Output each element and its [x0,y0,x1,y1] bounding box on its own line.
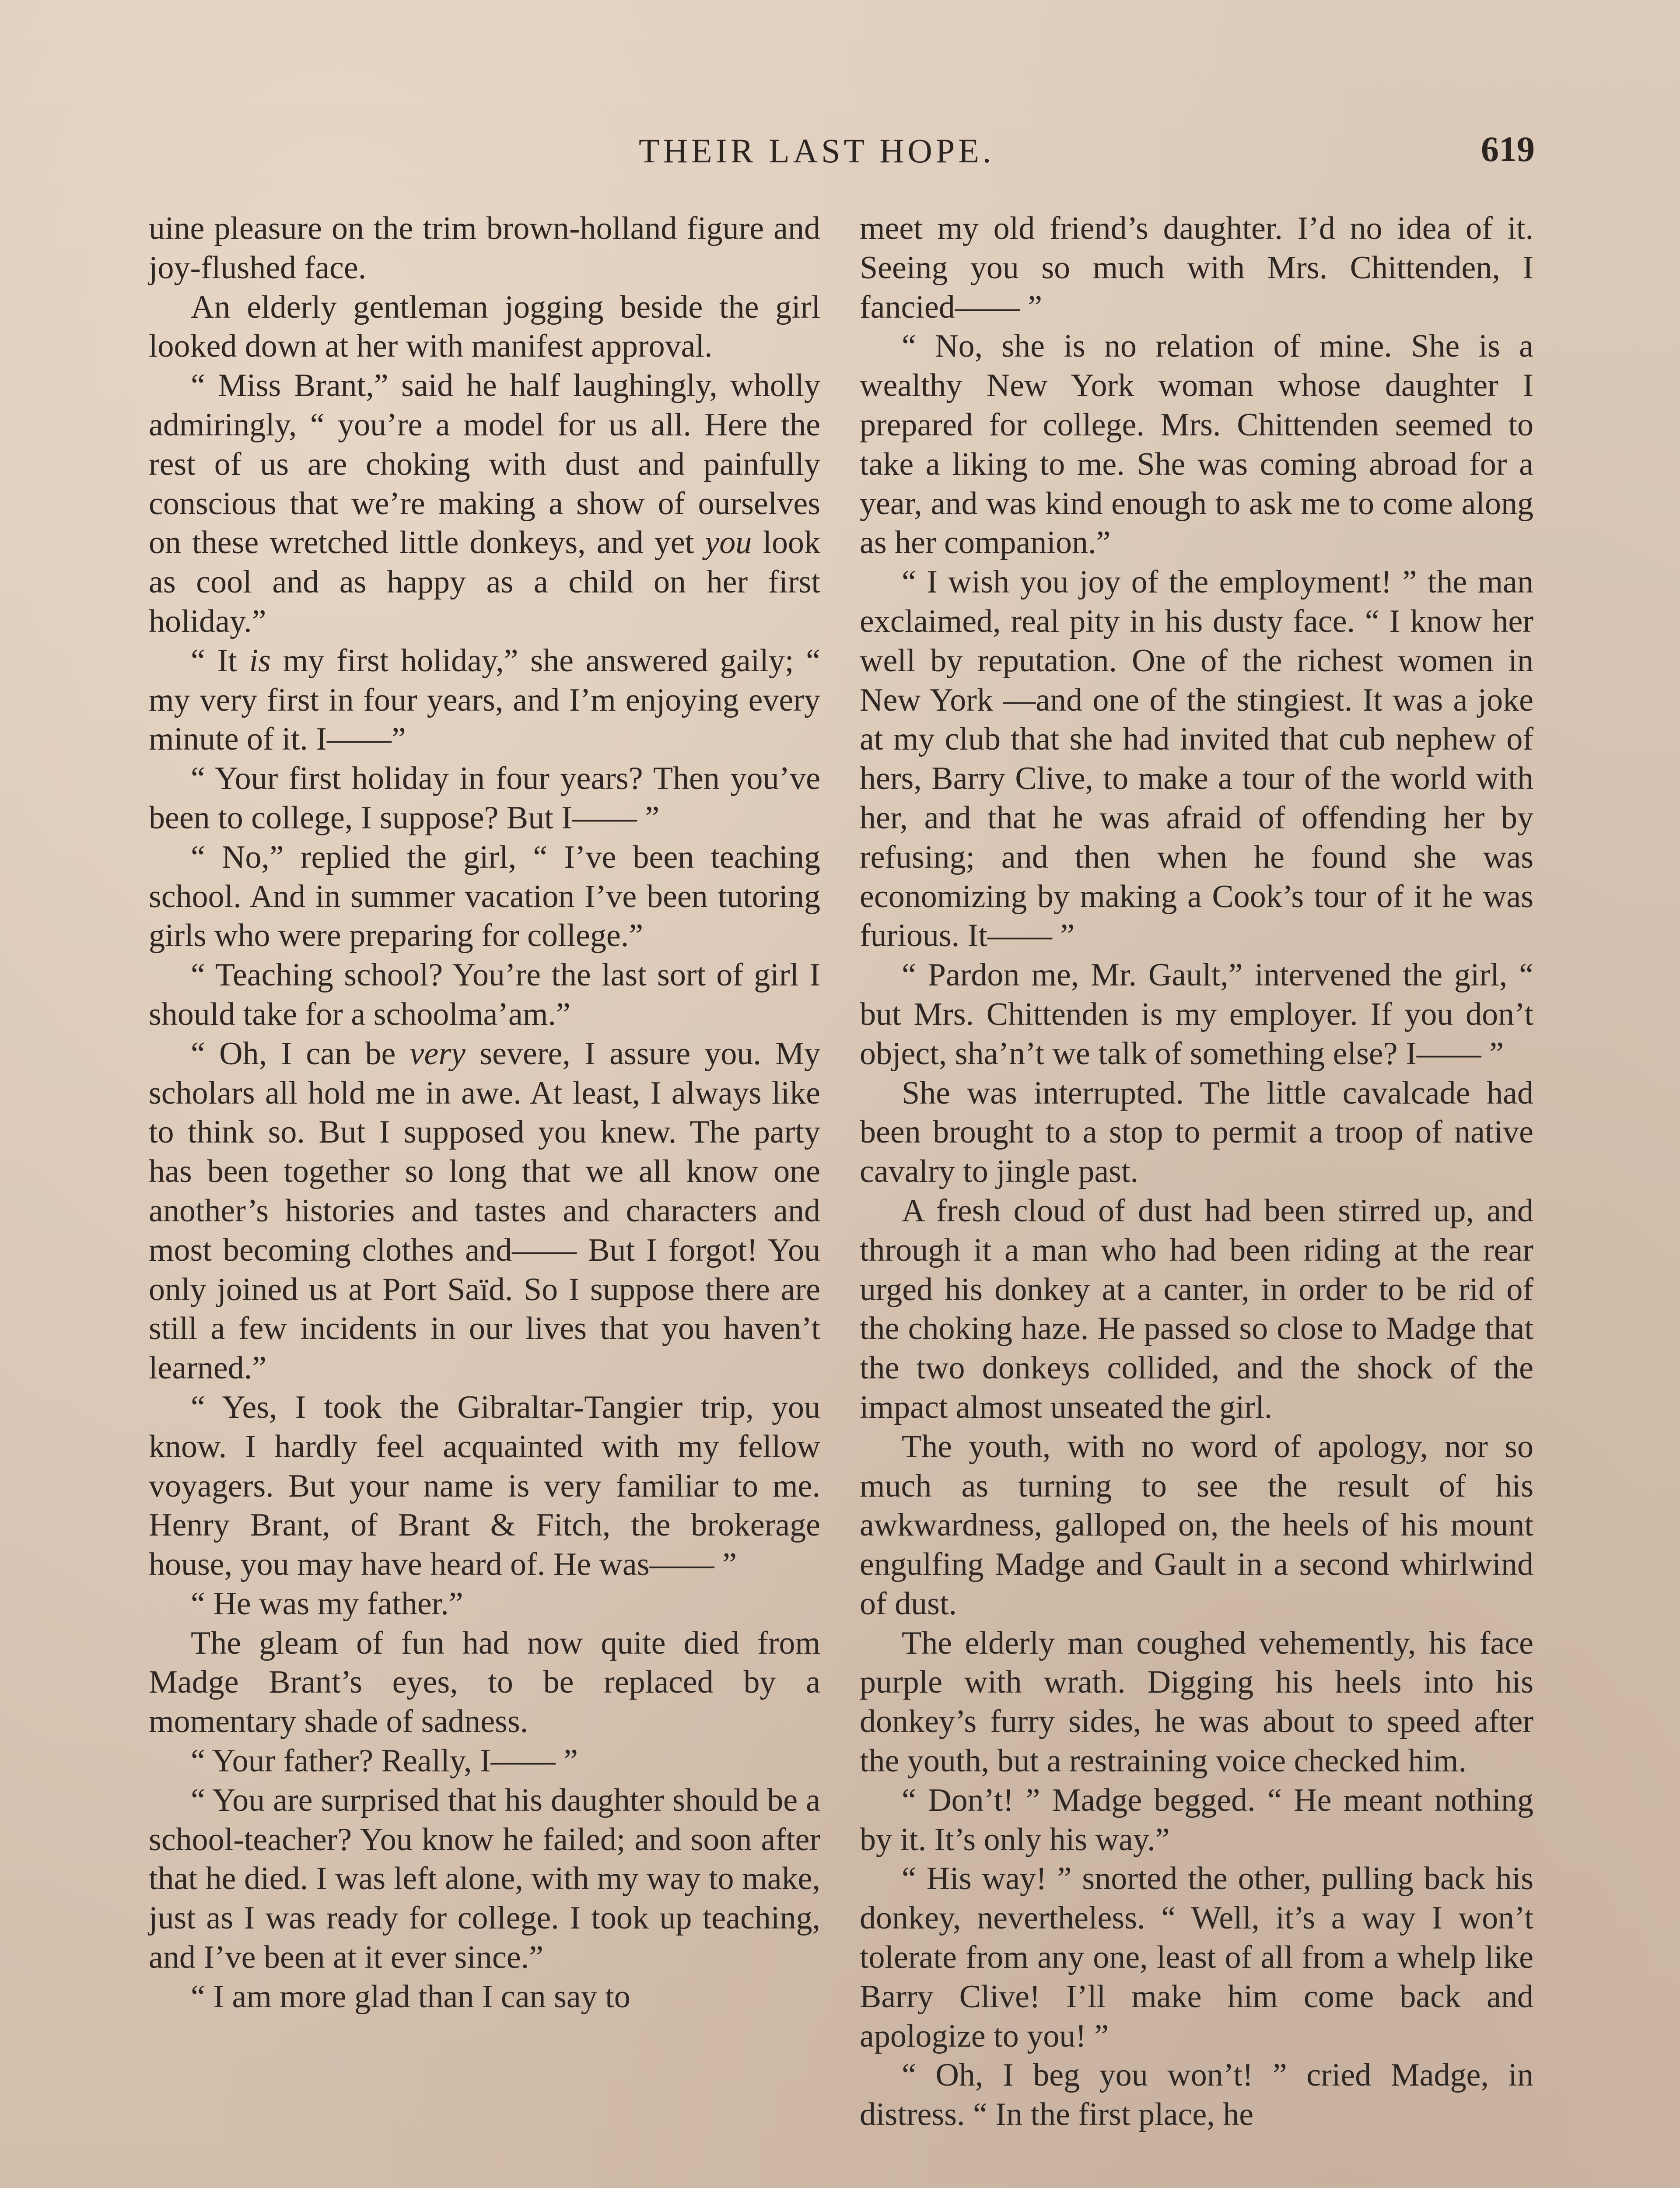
text-run: severe, I assure you. My scholars all hold me in awe. At least, I always like to think so. But I supposed you knew. The party has been together so long that we all know one another’s histories and tastes and characters and most becoming clothes and—— But I forgot! You only joined us at Port Saïd. So I suppose there are still a few incidents in our lives that you haven’t learned.” [149,1035,821,1386]
text-run: “ It [191,642,237,679]
paragraph [149,1034,820,1388]
paragraph: An elderly gentleman jogging beside the girl looked down at her with manifest approval. [149,289,820,365]
paragraph: “ His way! ” snorted the other, pulling back his donkey, nevertheless. “ Well, it’s a way I won’t tolerate from any one, least of all from a whelp like Barry Clive! I’ll make him come back and apologize to you! ” [860,1861,1533,2054]
emphasis: you [705,525,752,561]
paragraph [149,366,820,642]
text-run: my first holiday,” she answered gaily; “ my very first in four years, and I’m enjoying every minute of it. I——” [149,642,820,757]
paragraph: A fresh cloud of dust had been stirred up, and through it a man who had been riding at the rear urged his donkey at a canter, in order to be rid of the choking haze. He passed so close to Madge that the two donkeys collided, and the shock of the impact almost unseated the girl. [860,1192,1533,1425]
page-number: 619 [1481,129,1535,169]
paragraph: uine pleasure on the trim brown-holland figure and joy-flushed face. [149,210,820,286]
paragraph: “ Don’t! ” Madge begged. “ He meant nothing by it. It’s only his way.” [860,1782,1533,1858]
emphasis: very [410,1035,466,1072]
text-run: look as cool and as happy as a child on her first holiday.” [149,525,821,639]
paragraph: “ You are surprised that his daughter should be a school-teacher? You know he failed; and soon after that he died. I was left alone, with my way to make, just as I was ready for college. I took up teaching, and I’ve been at it ever since.” [149,1782,820,1976]
paragraph: “ Teaching school? You’re the last sort of girl I should take for a schoolma’am.” [149,957,820,1032]
paragraph: “ Pardon me, Mr. Gault,” intervened the girl, “ but Mrs. Chittenden is my employer. If you don’t object, sha’n’t we talk of something else? I—— ” [860,957,1533,1072]
paragraph: “ Oh, I beg you won’t! ” cried Madge, in distress. “ In the first place, he [860,2057,1533,2133]
paragraph: “ Your first holiday in four years? Then you’ve been to college, I suppose? But I—— ” [149,761,820,836]
paragraph [149,642,820,759]
paragraph: “ No,” replied the girl, “ I’ve been teaching school. And in summer vacation I’ve been tutoring girls who were preparing for college.” [149,839,820,954]
running-title: THEIR LAST HOPE. [639,132,995,170]
emphasis: is [249,642,271,679]
paragraph: meet my old friend’s daughter. I’d no idea of it. Seeing you so much with Mrs. Chittenden, I fancied—— ” [860,210,1533,325]
paragraph: “ Yes, I took the Gibraltar-Tangier trip, you know. I hardly feel acquainted with my fellow voyagers. But your name is very familiar to me. Henry Brant, of Brant & Fitch, the brokerage house, you may have heard of. He was—— ” [149,1389,820,1583]
text-run: “ Miss Brant,” said he half laughingly, wholly admiringly, “ you’re a model for us all. Here the rest of us are choking with dust and painfully conscious that we’re making a show of ourselves on these wretched little donkeys, and yet [149,368,820,561]
paragraph: She was interrupted. The little cavalcade had been brought to a stop to permit a troop of native cavalry to jingle past. [860,1075,1533,1190]
paragraph: The gleam of fun had now quite died from Madge Brant’s eyes, to be replaced by a momentary shade of sadness. [149,1625,820,1740]
text-run: “ Oh, I can be [191,1035,396,1072]
paragraph: “ I am more glad than I can say to [191,1978,630,2015]
paragraph: “ He was my father.” [191,1585,463,1622]
paragraph: The youth, with no word of apology, nor so much as turning to see the result of his awkwardness, galloped on, the heels of his mount engulfing Madge and Gault in a second whirlwind of dust. [860,1428,1533,1622]
paragraph: “ I wish you joy of the employment! ” the man exclaimed, real pity in his dusty face. “ I know her well by reputation. One of the richest women in New York —and one of the stingiest. It was a joke at my club that she had invited that cub nephew of hers, Barry Clive, to make a tour of the world with her, and that he was afraid of offending her by refusing; and then when he found she was economizing by making a Cook’s tour of it he was furious. It—— ” [860,564,1533,954]
paragraph: “ No, she is no relation of mine. She is a wealthy New York woman whose daughter I prepared for college. Mrs. Chittenden seemed to take a liking to me. She was coming abroad for a year, and was kind enough to ask me to come along as her companion.” [860,328,1533,561]
paragraph: “ Your father? Really, I—— ” [191,1743,578,1779]
right-text-column [860,209,1533,2135]
left-text-column [149,209,820,2017]
paragraph: The elderly man coughed vehemently, his face purple with wrath. Digging his heels into his donkey’s furry sides, he was about to speed after the youth, but a restraining voice checked him. [860,1625,1533,1779]
